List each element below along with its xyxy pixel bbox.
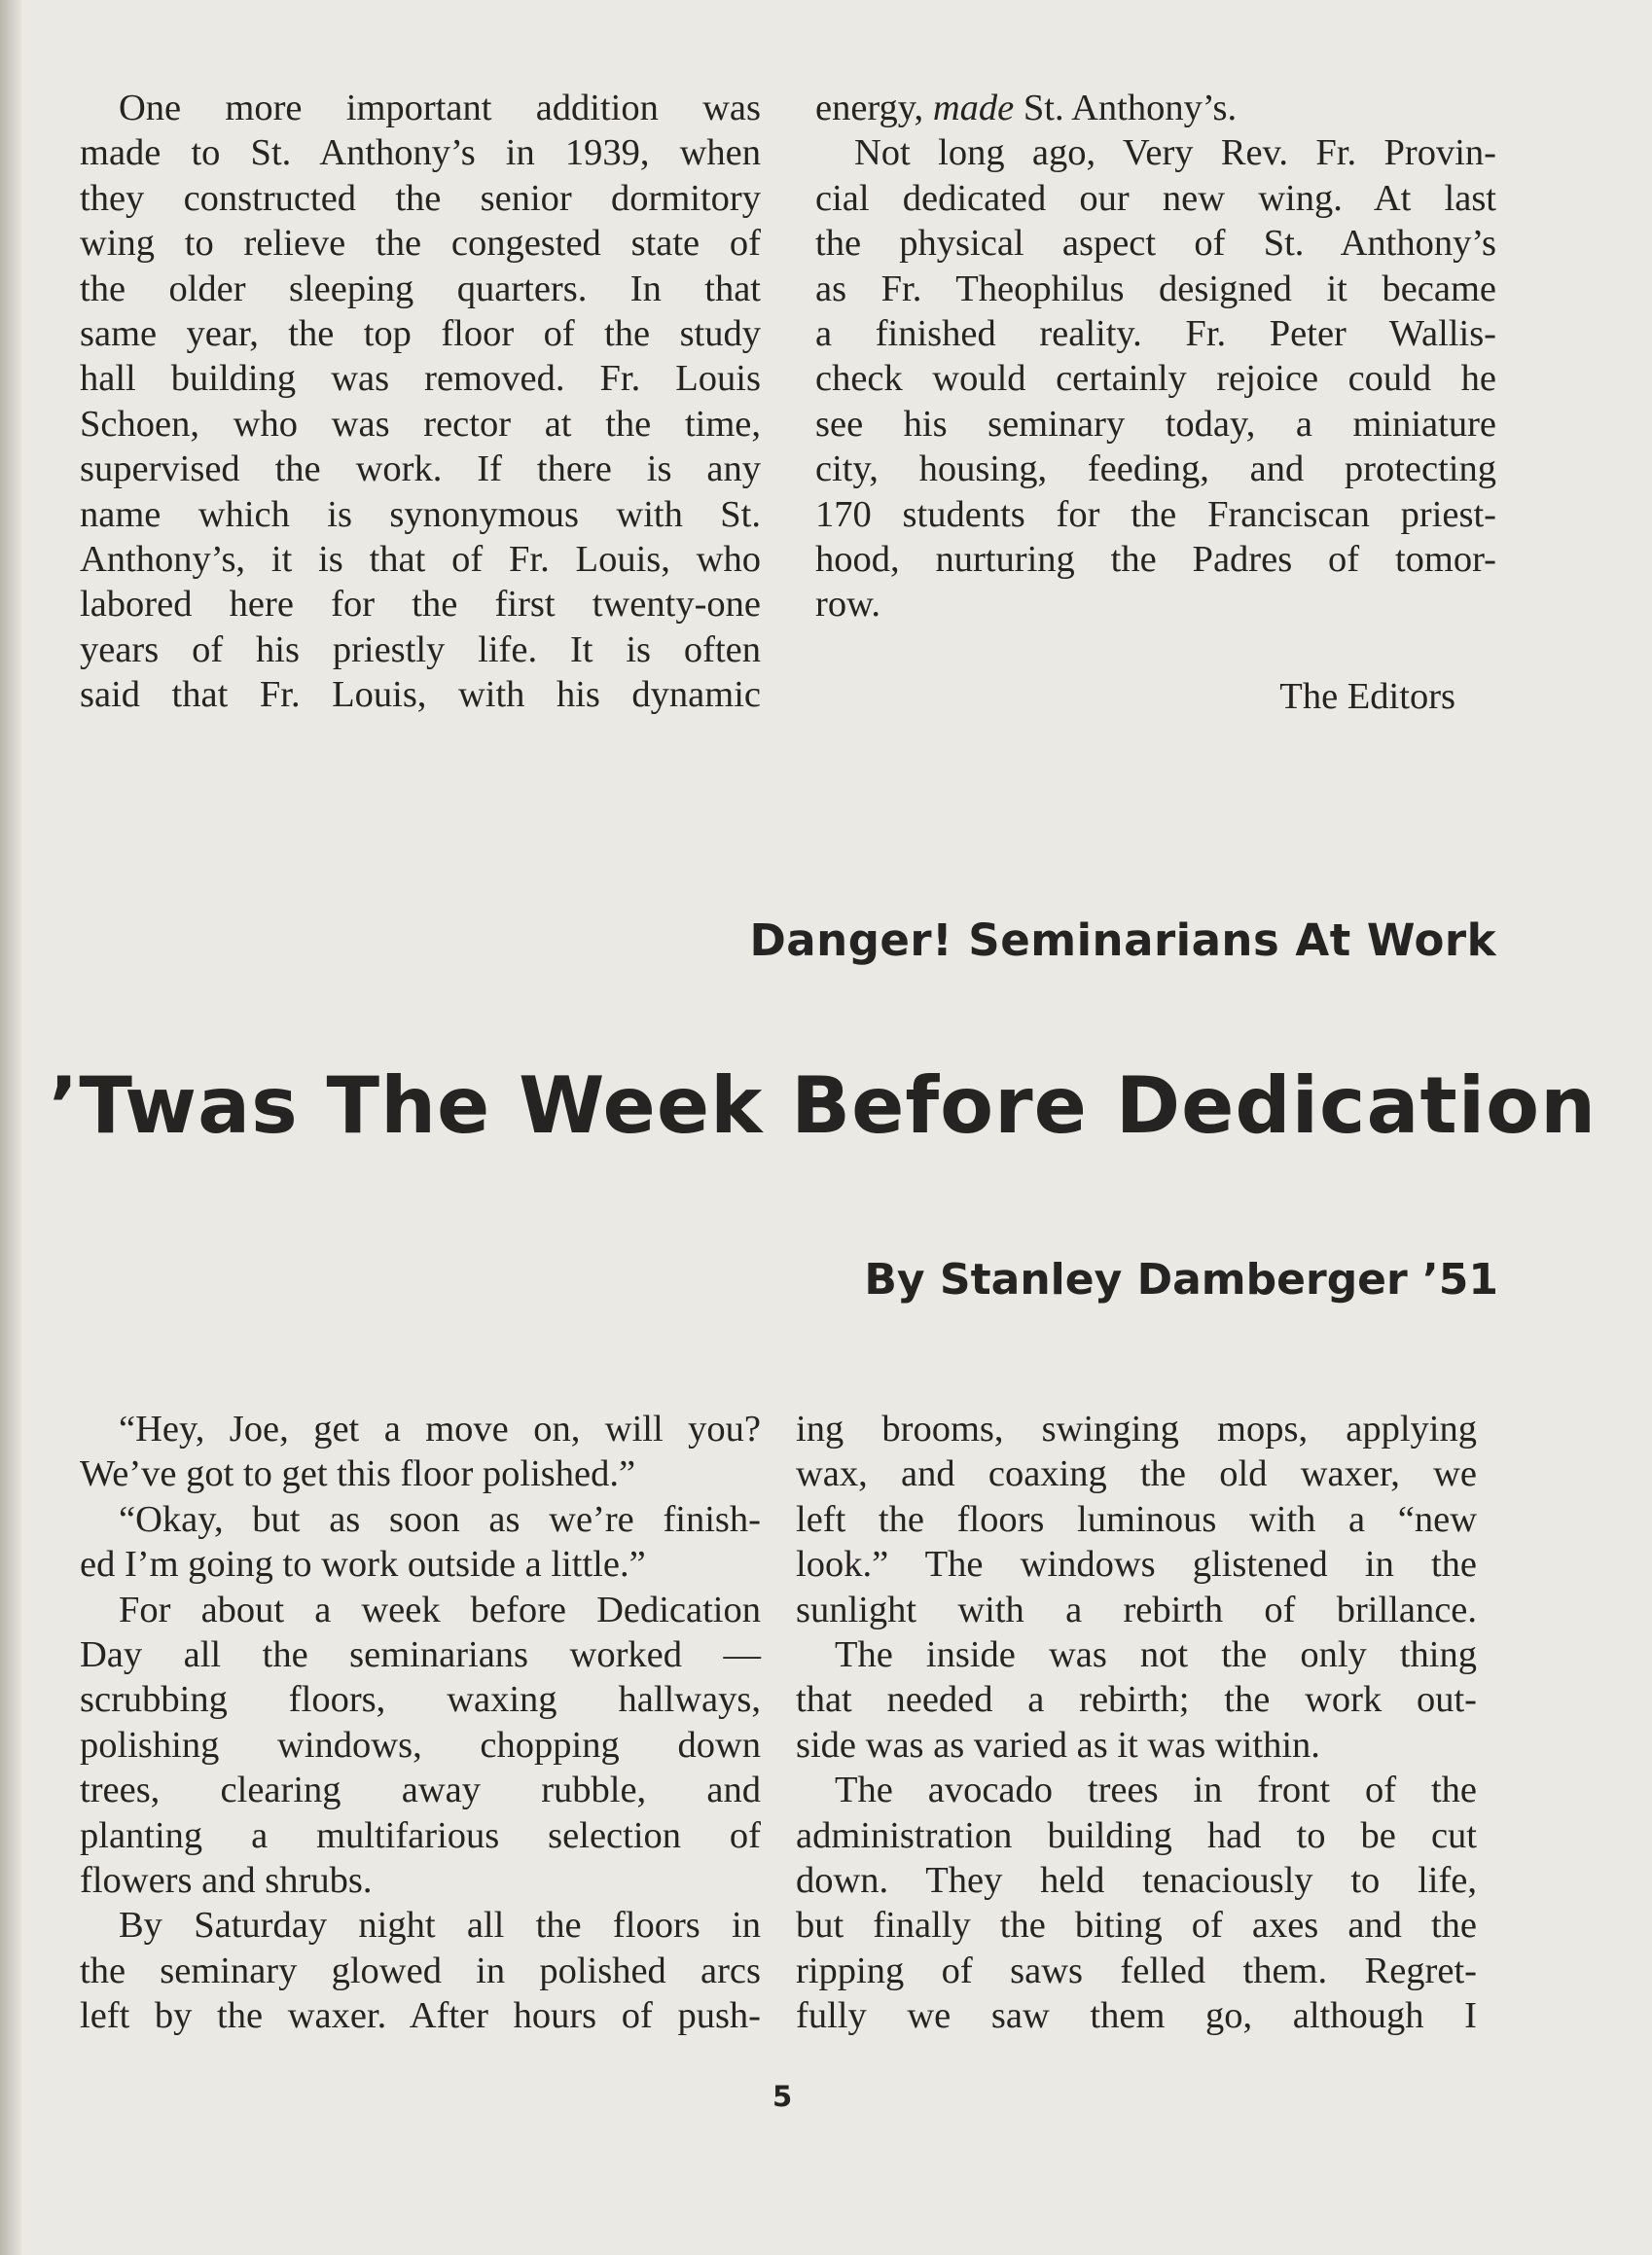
text-line xyxy=(815,86,1496,130)
text-line: “Hey, Joe, get a move on, will you? xyxy=(119,1409,761,1450)
article-headline: ’Twas The Week Before Dedication xyxy=(49,1060,1598,1151)
text-line: scrubbing floors, waxing hallways, xyxy=(80,1679,761,1721)
text-line: ing brooms, swinging mops, applying xyxy=(796,1409,1477,1450)
text-line: ripping of saws felled them. Regret- xyxy=(796,1950,1477,1991)
text-line: see his seminary today, a miniature xyxy=(815,403,1496,445)
text-line: they constructed the senior dormitory xyxy=(80,177,761,219)
text-fragment: St. Anthony’s. xyxy=(1014,88,1238,128)
text-line: city, housing, feeding, and protecting xyxy=(815,448,1496,490)
text-fragment: energy, xyxy=(815,88,933,128)
text-line: fully we saw them go, although I xyxy=(796,1995,1477,2037)
text-line: Not long ago, Very Rev. Fr. Provin- xyxy=(854,132,1496,174)
text-line: 170 students for the Franciscan priest- xyxy=(815,493,1496,535)
text-line: said that Fr. Louis, with his dynamic xyxy=(80,674,761,716)
text-line: For about a week before Dedication xyxy=(119,1589,761,1630)
text-line: supervised the work. If there is any xyxy=(80,448,761,490)
page-number: 5 xyxy=(772,2080,793,2113)
text-line: ed I’m going to work outside a little.” xyxy=(80,1544,646,1586)
text-line: polishing windows, chopping down xyxy=(80,1724,761,1766)
text-line: same year, the top floor of the study xyxy=(80,313,761,355)
top-right-column xyxy=(815,86,1496,627)
text-line: the physical aspect of St. Anthony’s xyxy=(815,223,1496,265)
text-line: name which is synonymous with St. xyxy=(80,493,761,535)
text-line: years of his priestly life. It is often xyxy=(80,628,761,670)
text-line: planting a multifarious selection of xyxy=(80,1814,761,1856)
text-line: look.” The windows glistened in the xyxy=(796,1544,1477,1586)
text-line: Anthony’s, it is that of Fr. Louis, who xyxy=(80,539,761,581)
text-line: as Fr. Theophilus designed it became xyxy=(815,268,1496,309)
text-line: The inside was not the only thing xyxy=(835,1634,1477,1676)
text-line: check would certainly rejoice could he xyxy=(815,358,1496,400)
text-line: Schoen, who was rector at the time, xyxy=(80,403,761,445)
text-line: row. xyxy=(815,584,880,626)
emphasis-word: made xyxy=(932,88,1015,128)
article-right-column xyxy=(796,1407,1477,2039)
text-line: labored here for the first twenty-one xyxy=(80,584,761,626)
text-line: but finally the biting of axes and the xyxy=(796,1905,1477,1947)
text-line: wing to relieve the congested state of xyxy=(80,223,761,265)
text-line: the seminary glowed in polished arcs xyxy=(80,1950,761,1991)
text-line: side was as varied as it was within. xyxy=(796,1724,1320,1766)
text-line: By Saturday night all the floors in xyxy=(119,1905,761,1947)
text-line: left the floors luminous with a “new xyxy=(796,1498,1477,1540)
article-kicker: Danger! Seminarians At Work xyxy=(749,914,1496,966)
text-line: “Okay, but as soon as we’re finish- xyxy=(119,1498,761,1540)
text-line: made to St. Anthony’s in 1939, when xyxy=(80,132,761,174)
top-left-column xyxy=(80,86,761,718)
text-line: hall building was removed. Fr. Louis xyxy=(80,358,761,400)
editors-signature: The Editors xyxy=(1279,676,1455,717)
text-line: left by the waxer. After hours of push- xyxy=(80,1995,761,2037)
text-line: cial dedicated our new wing. At last xyxy=(815,177,1496,219)
text-line: One more important addition was xyxy=(119,88,761,128)
page-edge-shadow xyxy=(0,0,21,2255)
text-line: Day all the seminarians worked — xyxy=(80,1634,761,1676)
text-line: down. They held tenaciously to life, xyxy=(796,1860,1477,1902)
article-byline: By Stanley Damberger ’51 xyxy=(864,1255,1498,1305)
text-line: wax, and coaxing the old waxer, we xyxy=(796,1453,1477,1495)
text-line: trees, clearing away rubble, and xyxy=(80,1770,761,1811)
text-line: administration building had to be cut xyxy=(796,1814,1477,1856)
text-line: We’ve got to get this floor polished.” xyxy=(80,1453,636,1495)
text-line: The avocado trees in front of the xyxy=(835,1770,1477,1811)
article-left-column xyxy=(80,1407,761,2039)
text-line: sunlight with a rebirth of brillance. xyxy=(796,1589,1477,1630)
text-line: the older sleeping quarters. In that xyxy=(80,268,761,309)
text-line: hood, nurturing the Padres of tomor- xyxy=(815,539,1496,581)
text-line: that needed a rebirth; the work out- xyxy=(796,1679,1477,1721)
text-line: flowers and shrubs. xyxy=(80,1860,373,1902)
text-line: a finished reality. Fr. Peter Wallis- xyxy=(815,313,1496,355)
